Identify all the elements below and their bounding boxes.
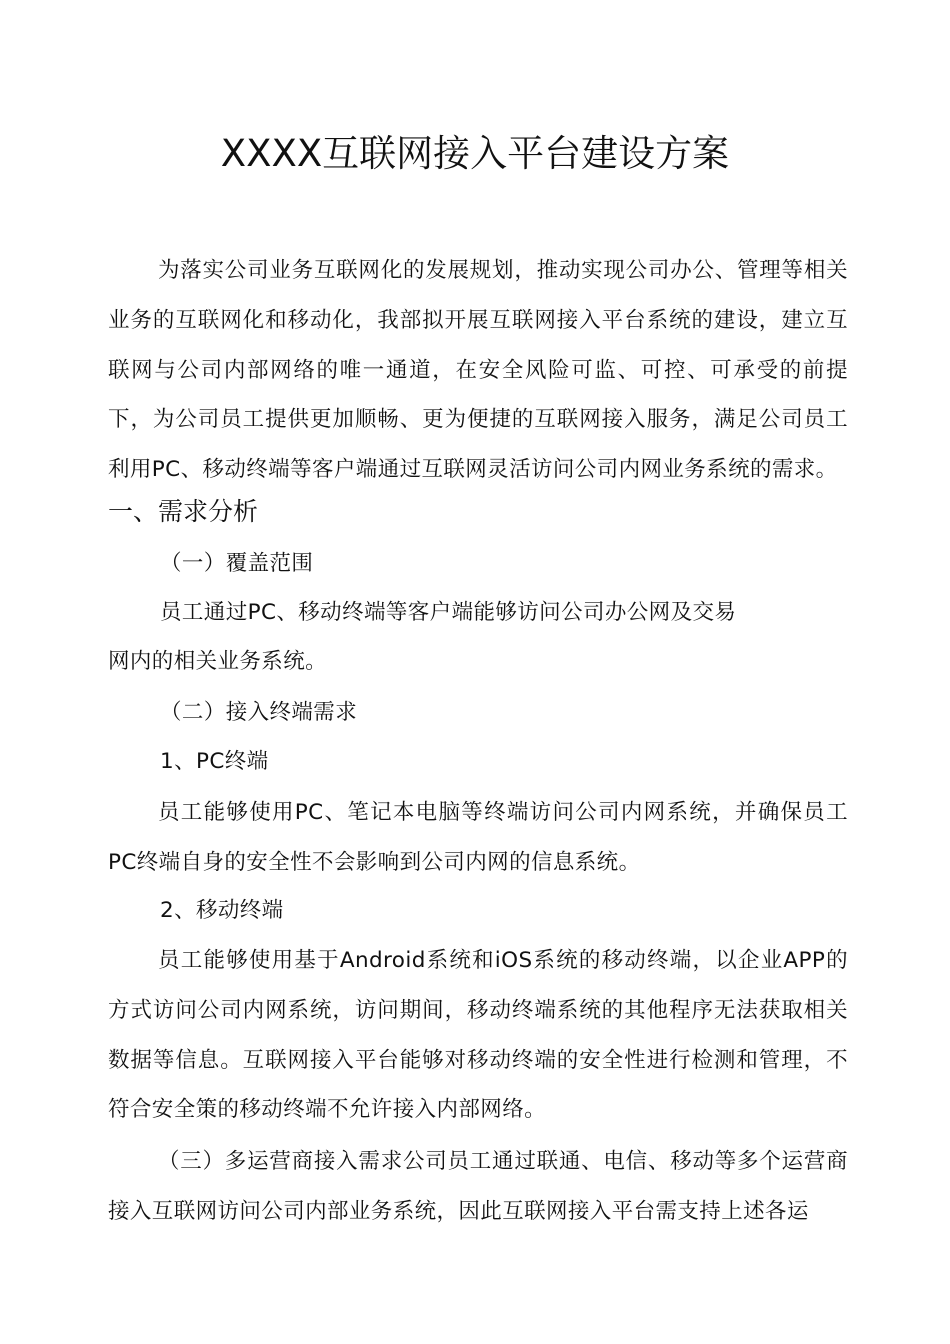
- subsection-heading-terminal: （二）接入终端需求: [160, 700, 358, 725]
- coverage-text-line-2: 网内的相关业务系统。: [108, 649, 328, 674]
- pc-terminal-paragraph: 员工能够使用PC、笔记本电脑等终端访问公司内网系统，并确保员工PC终端自身的安全性不会影响到公司内网的信息系统。: [108, 800, 848, 875]
- item-heading-mobile-terminal: 2、移动终端: [160, 898, 284, 923]
- document-title: XXXX互联网接入平台建设方案: [220, 132, 730, 175]
- intro-paragraph: 为落实公司业务互联网化的发展规划，推动实现公司办公、管理等相关业务的互联网化和移动化，我部拟开展互联网接入平台系统的建设，建立互联网与公司内部网络的唯一通道，在安全风险可监、可控、可承受的前提下，为公司员工提供更加顺畅、更为便捷的互联网接入服务，满足公司员工利用PC、移动终端等客户端通过互联网灵活访问公司内网业务系统的需求。: [108, 258, 848, 483]
- mobile-terminal-paragraph: 员工能够使用基于Android系统和iOS系统的移动终端，以企业APP的方式访问公司内网系统，访问期间，移动终端系统的其他程序无法获取相关数据等信息。互联网接入平台能够对移动终端的安全性进行检测和管理，不符合安全策的移动终端不允许接入内部网络。: [108, 948, 848, 1123]
- coverage-text-line-1: 员工通过PC、移动终端等客户端能够访问公司办公网及交易: [160, 600, 737, 625]
- subsection-heading-coverage: （一）覆盖范围: [160, 551, 314, 576]
- section-heading-requirements: 一、需求分析: [108, 497, 259, 526]
- item-heading-pc-terminal: 1、PC终端: [160, 749, 269, 774]
- multi-carrier-paragraph: （三）多运营商接入需求公司员工通过联通、电信、移动等多个运营商接入互联网访问公司内部业务系统，因此互联网接入平台需支持上述各运: [108, 1149, 848, 1224]
